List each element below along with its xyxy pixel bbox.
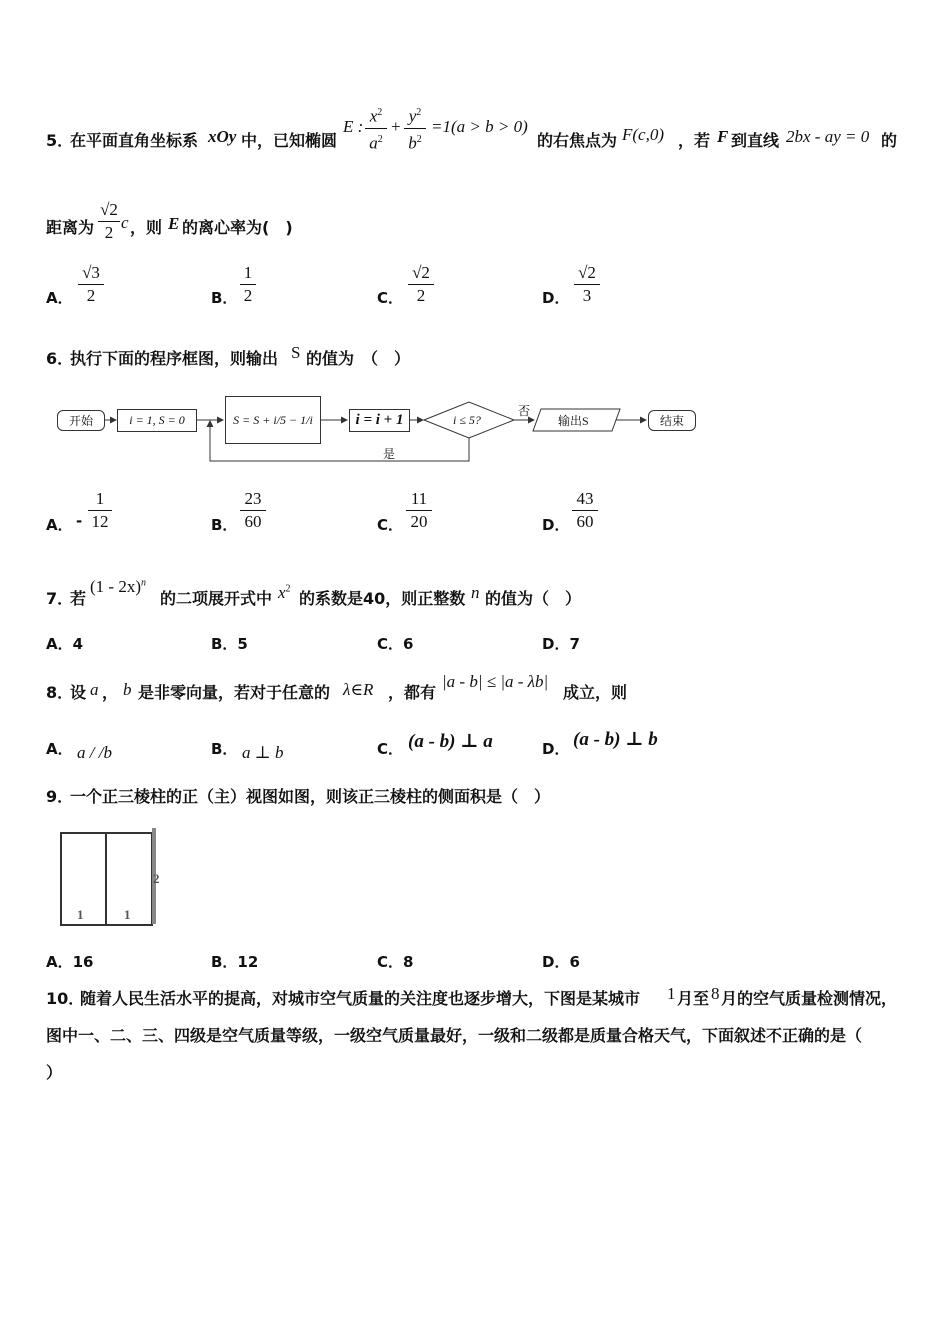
flowchart-connectors xyxy=(0,0,950,480)
q9-option-a: A．16 xyxy=(46,953,94,971)
q5-line: 2bx - ay = 0 xyxy=(786,127,870,146)
q7-x-base: x xyxy=(278,583,286,602)
q6-text-1: 执行下面的程序框图，则输出 xyxy=(70,349,279,368)
q8-option-d-label: D． xyxy=(542,740,570,758)
q7-option-d: D．7 xyxy=(542,635,580,653)
q5-text-7: 距离为 xyxy=(46,218,95,237)
q8-b: b xyxy=(123,680,132,699)
q5-option-d-value: √2 3 xyxy=(574,263,600,306)
q8-option-d-expr: (a - b) ⊥ b xyxy=(573,729,658,750)
q5-option-b-value: 1 2 xyxy=(240,263,256,306)
q10-line-2: 图中一、二、三、四级是空气质量等级，一级空气质量最好，一级和二级都是质量合格天气，下面叙述不正确的是（ xyxy=(46,1026,863,1045)
q8-option-a-label: A． xyxy=(46,740,73,758)
q10-month-8: 8 xyxy=(711,984,720,1003)
q5-distance-frac: √2 2 xyxy=(98,200,120,243)
q8-text-4: 成立，则 xyxy=(563,683,628,702)
flow-end: 结束 xyxy=(648,410,696,431)
q7-text-4: 的值为（ ） xyxy=(485,589,582,608)
q8-text-2: 是非零向量，若对于任意的 xyxy=(138,683,331,702)
q8-option-b-expr: a ⊥ b xyxy=(242,743,284,762)
q10-text-3: 月的空气质量检测情况， xyxy=(721,989,898,1008)
flow-output-text: 输出S xyxy=(558,414,589,428)
flow-condition-text: i ≤ 5? xyxy=(453,413,481,427)
q8-option-c-expr: (a - b) ⊥ a xyxy=(408,731,493,752)
q5-focus: F(c,0) xyxy=(622,125,665,144)
q5-f: F xyxy=(717,127,729,146)
q5-ellipse-rhs: =1(a > b > 0) xyxy=(431,117,528,136)
flow-start: 开始 xyxy=(57,410,105,431)
q9-option-c: C．8 xyxy=(377,953,414,971)
q7-expr-text: (1 - 2x) xyxy=(90,577,141,596)
q5-frac-x: $x^2$ $a^2$ xyxy=(365,103,387,153)
q6-option-a-sign: - xyxy=(76,512,83,530)
q7-option-b: B．5 xyxy=(211,635,248,653)
flow-no-label: 否 xyxy=(518,404,531,418)
q5-option-b-label: B． xyxy=(211,289,238,307)
q6-option-d-value: 43 60 xyxy=(572,489,598,532)
q10-number: 10． xyxy=(46,989,85,1008)
q5-option-d-label: D． xyxy=(542,289,570,307)
q7-exponent: n xyxy=(140,577,146,589)
q6-option-c-label: C． xyxy=(377,516,404,534)
q5-text-8: ，则 xyxy=(130,218,163,237)
q8-text-1: 设 xyxy=(70,683,87,702)
q7-x-power: 2 xyxy=(285,583,291,595)
q8-lambda: λ∈R xyxy=(343,680,374,699)
q6-option-b-value: 23 60 xyxy=(240,489,266,532)
q7-text-2: 的二项展开式中 xyxy=(160,589,273,608)
q5-e: E xyxy=(168,214,180,233)
q8-number: 8． xyxy=(46,683,74,702)
q5-text-9: 的离心率为( ) xyxy=(182,218,293,237)
q6-s: S xyxy=(291,343,301,362)
q8-option-b-label: B． xyxy=(211,740,238,758)
q8-comma: ， xyxy=(102,683,119,702)
q7-expr xyxy=(90,577,146,597)
q6-option-d-label: D． xyxy=(542,516,570,534)
q8-option-c-label: C． xyxy=(377,740,404,758)
q5-c: c xyxy=(121,213,129,232)
q10-month-1: 1 xyxy=(667,984,676,1003)
q10-line-3: ） xyxy=(46,1063,63,1082)
q7-text-1: 若 xyxy=(70,589,87,608)
q6-option-a-label: A． xyxy=(46,516,73,534)
q5-option-c-label: C． xyxy=(377,289,404,307)
q7-text-3: 的系数是40，则正整数 xyxy=(299,589,466,608)
q7-n: n xyxy=(471,583,480,602)
flow-update-i: i = i + 1 xyxy=(349,409,410,432)
q6-option-b-label: B． xyxy=(211,516,238,534)
q5-text-2: 中，已知椭圆 xyxy=(241,131,338,150)
flow-update-s xyxy=(225,396,321,444)
q9-figure-left-rect xyxy=(60,832,107,926)
q5-xoy: xOy xyxy=(208,127,237,146)
q8-a: a xyxy=(90,680,99,699)
q10-text-1: 随着人民生活水平的提高，对城市空气质量的关注度也逐步增大，下图是某城市 xyxy=(80,989,641,1008)
q9-text: 一个正三棱柱的正（主）视图如图，则该正三棱柱的侧面积是（ ） xyxy=(70,787,551,806)
q6-option-c-value: 11 20 xyxy=(406,489,432,532)
q9-figure-width-label-2: 1 xyxy=(124,907,131,922)
q8-text-3: ，都有 xyxy=(388,683,437,702)
q5-text-1: 在平面直角坐标系 xyxy=(70,131,199,150)
q5-text-5: 到直线 xyxy=(731,131,780,150)
q9-figure-width-label-1: 1 xyxy=(77,907,84,922)
q7-x xyxy=(278,583,291,603)
q5-text-3: 的右焦点为 xyxy=(537,131,618,150)
q6-option-a-value: 1 12 xyxy=(88,489,112,532)
q6-number: 6． xyxy=(46,349,74,368)
q5-option-a-label: A． xyxy=(46,289,73,307)
q10-text-2: 月至 xyxy=(677,989,710,1008)
q5-ellipse-lhs: E : xyxy=(343,117,364,136)
q6-text-2: 的值为 （ ） xyxy=(306,349,411,368)
q5-number: 5． xyxy=(46,131,74,150)
q7-option-a: A．4 xyxy=(46,635,84,653)
q9-figure-height-label: 2 xyxy=(153,871,160,886)
flow-init: i = 1, S = 0 xyxy=(117,409,197,432)
q9-option-d: D．6 xyxy=(542,953,580,971)
q5-option-a-value: √3 2 xyxy=(78,263,104,306)
q5-text-4: ，若 xyxy=(678,131,711,150)
q7-number: 7． xyxy=(46,589,74,608)
flow-update-s-text: S = S + i/5 − 1/i xyxy=(233,412,313,427)
q9-number: 9． xyxy=(46,787,74,806)
q8-inequality: |a - b| ≤ |a - λb| xyxy=(442,672,549,691)
q8-option-a-expr: a / /b xyxy=(77,743,112,762)
q5-option-c-value: √2 2 xyxy=(408,263,434,306)
q7-option-c: C．6 xyxy=(377,635,414,653)
q5-text-6: 的 xyxy=(881,131,898,150)
q9-option-b: B．12 xyxy=(211,953,259,971)
flow-yes-label: 是 xyxy=(383,447,396,461)
q5-frac-y: $y^2$ $b^2$ xyxy=(404,103,426,153)
